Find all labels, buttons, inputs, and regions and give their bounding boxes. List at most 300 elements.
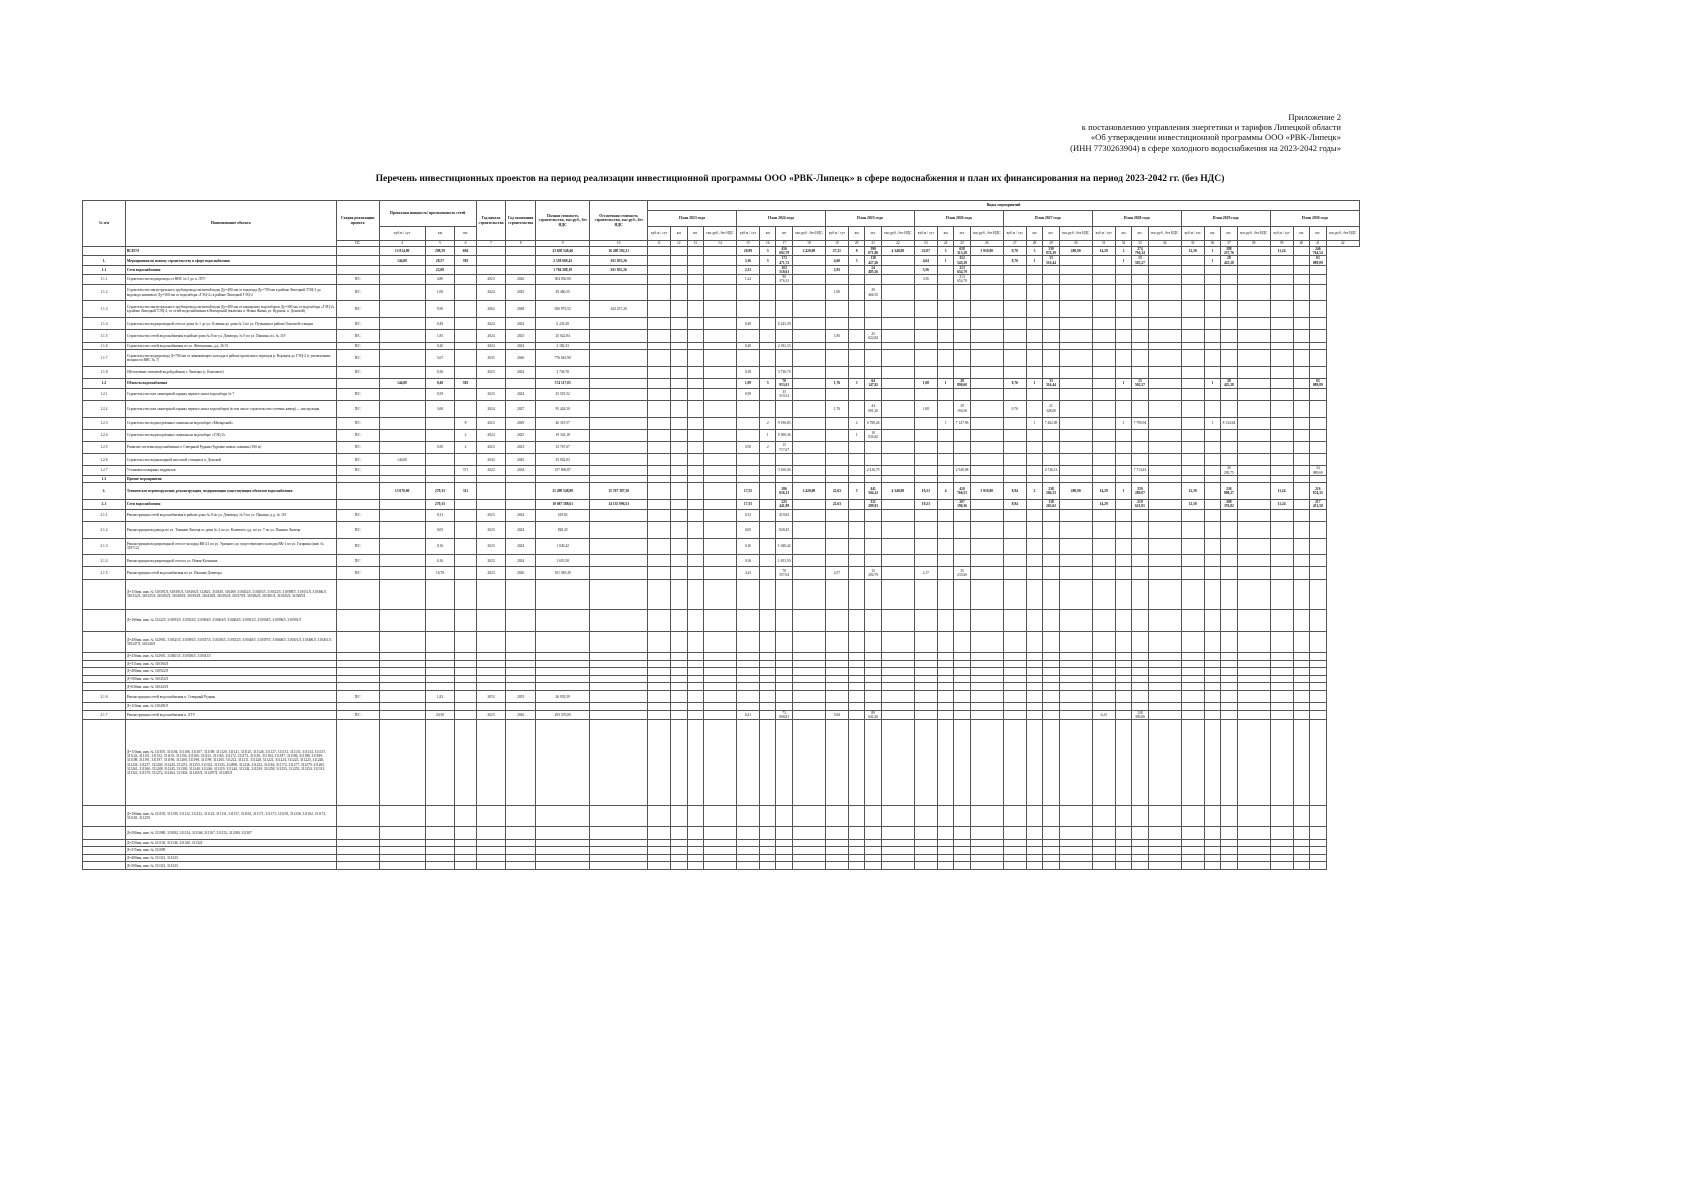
row-number: 1.2.6 xyxy=(83,454,126,466)
year-header: План 2027 года xyxy=(1003,211,1092,227)
table-cell: 3 xyxy=(848,256,864,265)
table-cell xyxy=(671,466,687,475)
table-cell xyxy=(671,567,687,579)
table-cell xyxy=(1043,703,1059,711)
table-cell xyxy=(648,538,671,555)
table-cell xyxy=(379,567,425,579)
table-cell xyxy=(590,567,648,579)
table-cell xyxy=(865,703,881,711)
table-cell xyxy=(1221,854,1237,862)
table-cell: 1,08 xyxy=(914,379,937,388)
table-cell: 4 340,00 xyxy=(881,247,914,256)
table-cell xyxy=(476,703,506,711)
table-cell xyxy=(1221,342,1237,350)
table-cell: 4,23 xyxy=(736,567,759,579)
table-cell: 2 xyxy=(760,417,776,429)
table-cell xyxy=(1043,806,1059,827)
table-cell xyxy=(970,720,1003,806)
table-cell: 1,85 xyxy=(825,330,848,342)
table-cell xyxy=(1115,330,1131,342)
table-row xyxy=(83,275,1360,284)
table-cell xyxy=(1237,579,1270,610)
table-cell xyxy=(792,720,825,806)
table-cell xyxy=(590,475,648,483)
table-cell xyxy=(687,847,703,855)
table-cell xyxy=(1132,284,1148,301)
table-cell xyxy=(1237,500,1270,509)
table-cell xyxy=(1115,441,1131,453)
table-cell: 2024 xyxy=(476,342,506,350)
table-cell: 1 653,50 xyxy=(535,555,589,567)
year-header: План 2030 года xyxy=(1270,211,1359,227)
table-cell: 225 441,99 xyxy=(776,500,792,509)
table-cell xyxy=(954,660,970,668)
table-cell: 35 519,52 xyxy=(535,388,589,400)
table-cell xyxy=(648,500,671,509)
table-cell xyxy=(760,847,776,855)
table-cell xyxy=(1270,265,1293,274)
table-cell: 144,00 xyxy=(379,454,425,466)
table-cell xyxy=(1204,475,1220,483)
table-cell: 1 xyxy=(1204,417,1220,429)
table-cell xyxy=(648,429,671,441)
table-cell xyxy=(1059,862,1092,870)
table-cell xyxy=(425,610,455,631)
table-cell xyxy=(914,691,937,703)
table-cell xyxy=(792,429,825,441)
table-cell xyxy=(1237,521,1270,538)
table-cell xyxy=(476,247,506,256)
table-cell: 1 xyxy=(937,379,953,388)
table-cell: 352 545,29 xyxy=(954,256,970,265)
table-cell xyxy=(848,854,864,862)
table-cell xyxy=(535,703,589,711)
table-cell xyxy=(1092,318,1115,330)
table-cell xyxy=(704,555,737,567)
table-cell xyxy=(914,631,937,652)
object-name: Д=315мм, инв. № 310394Л xyxy=(125,660,336,668)
table-cell xyxy=(1003,275,1026,284)
table-cell: 5 910,00 xyxy=(970,247,1003,256)
table-cell: 1 xyxy=(937,256,953,265)
table-cell xyxy=(455,318,476,330)
table-cell xyxy=(1237,854,1270,862)
table-cell xyxy=(848,691,864,703)
row-number: 1.1 xyxy=(83,265,126,274)
header-cell: куб.м / сут xyxy=(825,227,848,241)
table-cell: П/С xyxy=(336,301,379,318)
table-cell xyxy=(848,284,864,301)
table-cell xyxy=(776,847,792,855)
table-cell xyxy=(455,284,476,301)
table-cell xyxy=(535,847,589,855)
table-cell xyxy=(760,400,776,417)
table-cell xyxy=(1115,631,1131,652)
table-cell xyxy=(1092,538,1115,555)
table-cell xyxy=(506,806,536,827)
table-cell: 0,49 xyxy=(425,379,455,388)
table-cell xyxy=(455,521,476,538)
table-cell xyxy=(736,301,759,318)
table-cell xyxy=(760,579,776,610)
table-cell xyxy=(1003,660,1026,668)
table-cell xyxy=(1003,839,1026,847)
table-cell xyxy=(704,653,737,661)
row-number xyxy=(83,862,126,870)
table-cell xyxy=(476,579,506,610)
table-cell xyxy=(1270,720,1293,806)
table-cell xyxy=(760,284,776,301)
table-cell: 2025 xyxy=(506,284,536,301)
table-cell xyxy=(954,555,970,567)
table-cell xyxy=(848,441,864,453)
table-cell: 270,33 xyxy=(425,500,455,509)
table-cell xyxy=(455,653,476,661)
table-cell xyxy=(1181,366,1204,378)
table-cell xyxy=(1310,330,1326,342)
table-cell xyxy=(1043,720,1059,806)
table-cell xyxy=(1148,806,1181,827)
table-cell xyxy=(687,521,703,538)
table-cell xyxy=(425,675,455,683)
table-cell xyxy=(1181,400,1204,417)
table-cell xyxy=(1043,668,1059,676)
table-cell xyxy=(687,475,703,483)
table-cell xyxy=(1043,847,1059,855)
table-cell xyxy=(792,579,825,610)
row-number: 2.1.1 xyxy=(83,509,126,521)
table-cell xyxy=(1092,509,1115,521)
table-cell xyxy=(687,284,703,301)
table-cell xyxy=(1310,862,1326,870)
table-cell xyxy=(1270,441,1293,453)
column-number: 31 xyxy=(1092,241,1115,247)
table-cell xyxy=(848,653,864,661)
table-cell xyxy=(687,350,703,367)
table-cell xyxy=(881,827,914,839)
table-cell xyxy=(1237,342,1270,350)
table-cell xyxy=(1115,265,1131,274)
table-cell: 46 319,57 xyxy=(535,417,589,429)
table-cell: 2023 xyxy=(476,366,506,378)
table-cell xyxy=(1204,555,1220,567)
table-cell xyxy=(336,827,379,839)
table-cell: 1 xyxy=(1204,256,1220,265)
table-cell xyxy=(914,301,937,318)
table-cell xyxy=(1059,521,1092,538)
table-cell xyxy=(1003,579,1026,610)
table-cell xyxy=(1310,521,1326,538)
table-cell xyxy=(1059,806,1092,827)
table-cell xyxy=(1026,342,1042,350)
table-cell xyxy=(970,653,1003,661)
table-cell xyxy=(792,710,825,719)
table-cell xyxy=(1059,350,1092,367)
row-number xyxy=(83,720,126,806)
table-cell: 1 xyxy=(1026,379,1042,388)
table-cell xyxy=(1043,265,1059,274)
table-cell xyxy=(1293,683,1309,691)
table-cell xyxy=(648,839,671,847)
table-cell xyxy=(1115,275,1131,284)
table-cell xyxy=(937,610,953,631)
table-cell xyxy=(1181,265,1204,274)
table-cell xyxy=(914,660,937,668)
table-cell: 226 808,27 xyxy=(1221,483,1237,500)
table-cell xyxy=(760,720,776,806)
table-cell xyxy=(1221,806,1237,827)
table-cell xyxy=(1221,318,1237,330)
table-cell xyxy=(704,318,737,330)
table-cell: 5 xyxy=(760,247,776,256)
table-cell xyxy=(792,862,825,870)
table-cell: 1 784 288,19 xyxy=(535,265,589,274)
table-cell xyxy=(825,631,848,652)
table-cell xyxy=(704,521,737,538)
table-cell xyxy=(648,350,671,367)
table-cell xyxy=(1310,429,1326,441)
table-cell xyxy=(736,429,759,441)
table-cell: 2 540,08 xyxy=(954,466,970,475)
table-row xyxy=(83,555,1360,567)
column-number: 13 xyxy=(687,241,703,247)
table-cell xyxy=(671,247,687,256)
table-cell xyxy=(1115,388,1131,400)
table-cell xyxy=(1003,509,1026,521)
table-cell xyxy=(1026,275,1042,284)
table-cell xyxy=(648,521,671,538)
table-cell: 03 089,89 xyxy=(1310,379,1326,388)
table-cell: 5 xyxy=(760,256,776,265)
table-cell xyxy=(1059,454,1092,466)
table-cell xyxy=(590,720,648,806)
table-cell xyxy=(1270,555,1293,567)
table-cell xyxy=(1026,631,1042,652)
table-cell xyxy=(1043,710,1059,719)
table-cell xyxy=(648,660,671,668)
table-cell: 144,00 xyxy=(379,379,425,388)
table-cell xyxy=(1310,703,1326,711)
table-cell xyxy=(776,610,792,631)
table-cell xyxy=(736,675,759,683)
table-cell xyxy=(970,555,1003,567)
table-cell xyxy=(648,720,671,806)
table-cell xyxy=(848,342,864,350)
header-cell: шт. xyxy=(954,227,970,241)
table-cell xyxy=(760,660,776,668)
table-cell xyxy=(881,350,914,367)
table-cell xyxy=(914,847,937,855)
table-cell xyxy=(455,301,476,318)
table-cell xyxy=(1059,610,1092,631)
table-cell xyxy=(1115,683,1131,691)
table-cell: 20,99 xyxy=(736,247,759,256)
table-cell xyxy=(704,500,737,509)
table-cell xyxy=(425,466,455,475)
table-cell xyxy=(970,330,1003,342)
column-number: 35 xyxy=(1181,241,1204,247)
table-cell xyxy=(1181,691,1204,703)
table-row xyxy=(83,683,1360,691)
header-cell: куб.м / сут xyxy=(648,227,671,241)
object-name: Реконструкция сетей водоснабжения п. Северный Рудник xyxy=(125,691,336,703)
table-cell xyxy=(865,610,881,631)
table-cell xyxy=(1115,509,1131,521)
table-cell xyxy=(1148,275,1181,284)
table-cell xyxy=(760,839,776,847)
header-cell: тыс.руб., без НДС xyxy=(1059,227,1092,241)
table-cell xyxy=(455,683,476,691)
table-cell xyxy=(1237,806,1270,827)
table-cell xyxy=(1237,538,1270,555)
table-cell xyxy=(506,379,536,388)
table-cell xyxy=(648,275,671,284)
table-cell: 2026 xyxy=(506,567,536,579)
table-cell xyxy=(648,675,671,683)
column-number: 27 xyxy=(1003,241,1026,247)
table-cell xyxy=(1293,668,1309,676)
table-cell xyxy=(937,441,953,453)
table-row xyxy=(83,703,1360,711)
table-cell: 12,50 xyxy=(1181,500,1204,509)
table-cell xyxy=(1237,703,1270,711)
table-cell xyxy=(1026,827,1042,839)
table-cell: 2023 xyxy=(476,555,506,567)
table-cell xyxy=(704,703,737,711)
table-cell xyxy=(687,330,703,342)
table-cell xyxy=(1092,579,1115,610)
table-cell xyxy=(1059,417,1092,429)
table-cell xyxy=(1204,806,1220,827)
row-number: 2. xyxy=(83,483,126,500)
table-cell xyxy=(1115,610,1131,631)
row-number: 1.1.1 xyxy=(83,275,126,284)
table-cell xyxy=(590,521,648,538)
table-cell xyxy=(379,441,425,453)
table-cell xyxy=(648,466,671,475)
table-cell xyxy=(1293,660,1309,668)
table-cell xyxy=(954,318,970,330)
row-number: 1.2.4 xyxy=(83,429,126,441)
table-cell: 0,16 xyxy=(425,555,455,567)
table-cell xyxy=(671,509,687,521)
table-cell xyxy=(1204,330,1220,342)
table-cell: 246 764,54 xyxy=(1310,247,1326,256)
table-cell xyxy=(506,660,536,668)
table-cell xyxy=(760,538,776,555)
column-number: 7 xyxy=(476,241,506,247)
table-cell xyxy=(1237,862,1270,870)
table-cell xyxy=(792,660,825,668)
row-number: 1.2.1 xyxy=(83,388,126,400)
table-cell xyxy=(954,475,970,483)
table-cell xyxy=(476,379,506,388)
table-cell xyxy=(1221,265,1237,274)
table-cell xyxy=(848,400,864,417)
table-cell: 6 243,39 xyxy=(776,318,792,330)
table-cell xyxy=(1059,839,1092,847)
table-cell xyxy=(848,454,864,466)
year-header: План 2026 года xyxy=(914,211,1003,227)
table-cell xyxy=(1221,555,1237,567)
table-cell: 3,56 xyxy=(914,275,937,284)
table-cell xyxy=(825,417,848,429)
table-cell xyxy=(825,862,848,870)
row-number xyxy=(83,854,126,862)
table-cell xyxy=(1293,703,1309,711)
table-cell xyxy=(1092,806,1115,827)
header-cell: куб.м / сут xyxy=(914,227,937,241)
table-cell: 64 147,82 xyxy=(865,379,881,388)
table-cell xyxy=(1181,668,1204,676)
table-cell: 70 557,04 xyxy=(776,567,792,579)
table-row xyxy=(83,265,1360,274)
table-cell xyxy=(776,862,792,870)
table-cell xyxy=(914,854,937,862)
table-cell xyxy=(1310,441,1326,453)
table-cell xyxy=(425,454,455,466)
table-cell: 207 196,36 xyxy=(954,500,970,509)
table-cell xyxy=(590,388,648,400)
table-cell xyxy=(970,366,1003,378)
table-cell xyxy=(1026,660,1042,668)
table-cell: 238 284,33 xyxy=(1043,483,1059,500)
table-cell xyxy=(1003,720,1026,806)
table-cell xyxy=(792,342,825,350)
table-cell xyxy=(1115,668,1131,676)
table-cell xyxy=(1132,827,1148,839)
table-cell xyxy=(1043,330,1059,342)
table-cell xyxy=(792,388,825,400)
table-cell xyxy=(881,555,914,567)
table-cell: 26 935,59 xyxy=(535,691,589,703)
table-cell xyxy=(671,441,687,453)
table-cell xyxy=(1092,466,1115,475)
object-name: Строительство магистрального трубопровода питьевой воды Ду=400 мм от каширских водозаборов Ду=300 мм от водозабора «ГЭЦ-2» в районе Липецкой ТЭЦ-2, от сетей водоснабжения в Матырский (включая п. Новая Жизнь ул. Курчача, п. Донской) xyxy=(125,301,336,318)
table-cell xyxy=(1148,441,1181,453)
table-cell xyxy=(704,417,737,429)
column-number: 36 xyxy=(1204,241,1220,247)
table-cell xyxy=(1310,567,1326,579)
table-cell: П/С xyxy=(336,284,379,301)
appendix-line: (ИНН 7730263904) в сфере холодного водоснабжения на 2023-2042 годы» xyxy=(1070,142,1341,153)
table-cell xyxy=(1043,429,1059,441)
table-cell: 4 340,00 xyxy=(881,483,914,500)
table-cell xyxy=(1293,350,1309,367)
table-cell xyxy=(379,675,425,683)
appendix-line: «Об утверждении инвестиционной программы ООО «РВК-Липецк» xyxy=(1090,132,1341,143)
object-name: Реконструкция сетей водоснабжения по ул. Пашина-Доватора xyxy=(125,567,336,579)
table-cell: 2 xyxy=(848,417,864,429)
table-cell xyxy=(476,631,506,652)
table-cell xyxy=(336,660,379,668)
object-name: ВСЕГО xyxy=(125,247,336,256)
table-cell xyxy=(1237,275,1270,284)
column-number: 25 xyxy=(954,241,970,247)
table-cell xyxy=(848,350,864,367)
table-cell: П/С xyxy=(336,275,379,284)
table-cell xyxy=(865,388,881,400)
table-cell xyxy=(506,683,536,691)
table-cell xyxy=(937,806,953,827)
table-cell xyxy=(954,720,970,806)
table-cell xyxy=(881,567,914,579)
table-cell: 35 942,03 xyxy=(535,454,589,466)
table-cell xyxy=(687,703,703,711)
table-cell xyxy=(881,284,914,301)
table-cell xyxy=(937,350,953,367)
table-cell xyxy=(1204,683,1220,691)
